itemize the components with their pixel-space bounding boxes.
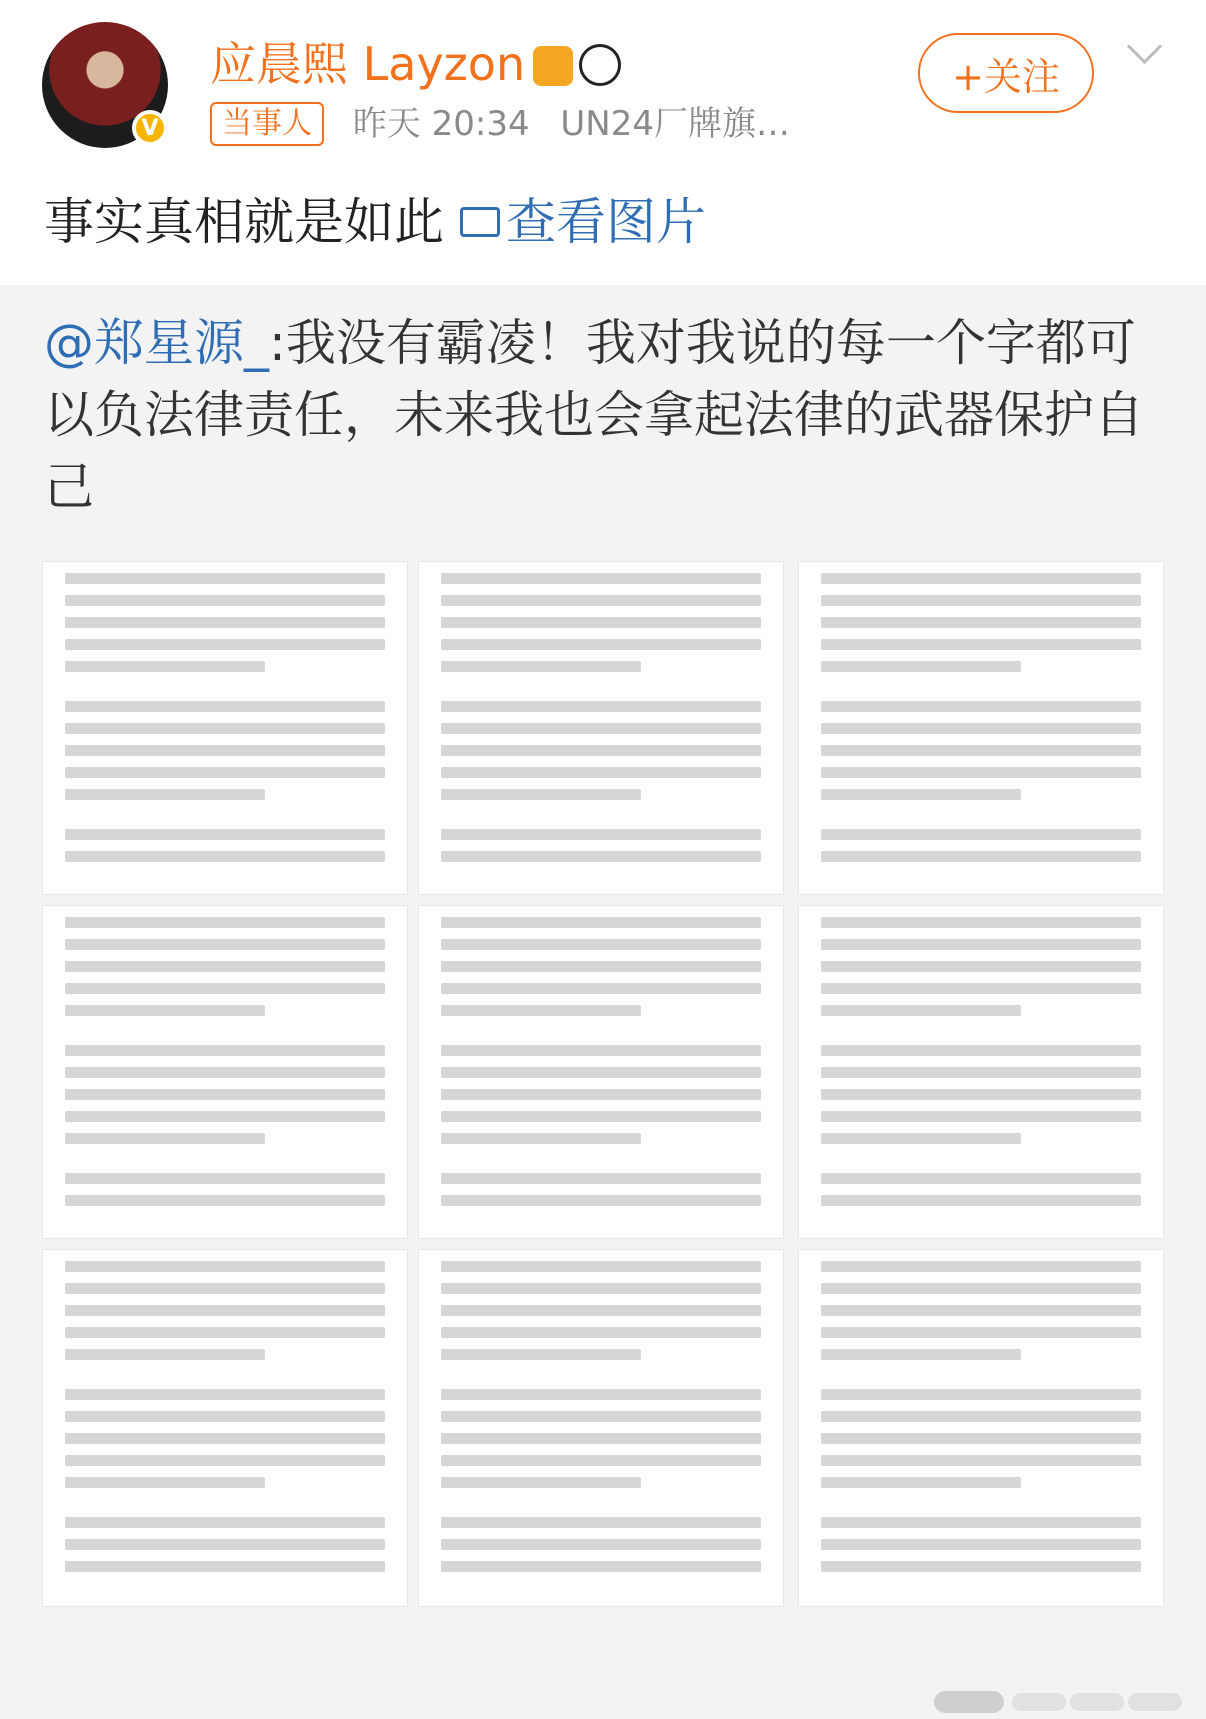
text-line [419,1016,783,1034]
text-line [821,1305,1141,1316]
text-line [65,1517,385,1528]
text-line [441,1067,761,1078]
text-line [821,1005,1021,1016]
text-line [821,1561,1141,1572]
text-line [65,1477,265,1488]
pager-dot[interactable] [1012,1693,1066,1711]
text-line [441,1045,761,1056]
image-pager [0,1681,1206,1719]
post-time: 昨天 20:34 [352,104,530,144]
text-line [441,1411,761,1422]
text-line [65,1349,265,1360]
text-line [441,961,761,972]
text-line [441,1089,761,1100]
text-line [65,1195,385,1206]
grid-image-4[interactable] [42,905,408,1239]
text-line [441,1133,641,1144]
text-line [65,1261,385,1272]
text-line [65,595,385,606]
text-line [799,1360,1163,1378]
text-line [441,829,761,840]
post-header [0,0,1206,155]
image-icon [460,207,500,237]
text-line [65,1067,385,1078]
text-line [441,983,761,994]
text-line [43,1016,407,1034]
text-line [821,1389,1141,1400]
grid-image-8[interactable] [418,1249,784,1607]
post-meta [210,96,790,146]
repost-body: :我没有霸凌！我对我说的每一个字都可以负法律责任，未来我也会拿起法律的武器保护自己 [44,314,1144,516]
follow-button[interactable]: +关注 [918,33,1094,113]
grid-image-1[interactable] [42,561,408,895]
text-line [43,1144,407,1162]
text-line [441,1173,761,1184]
panda-icon [579,44,621,86]
text-line [65,1305,385,1316]
text-line [441,1477,641,1488]
text-line [65,1089,385,1100]
text-line [821,1539,1141,1550]
text-line [441,1561,761,1572]
text-line [821,745,1141,756]
post-caption: 事实真相就是如此 [44,193,444,251]
pager-dot[interactable] [1128,1693,1182,1711]
text-line [65,617,385,628]
verified-icon: V [132,110,168,146]
grid-image-6[interactable] [798,905,1164,1239]
text-line [65,1173,385,1184]
text-line [821,1327,1141,1338]
text-line [43,1360,407,1378]
image-grid [42,561,1164,1607]
grid-image-7[interactable] [42,1249,408,1607]
text-line [821,639,1141,650]
text-line [65,1283,385,1294]
text-line [65,639,385,650]
text-line [441,723,761,734]
text-line [65,661,265,672]
text-line [65,767,385,778]
text-line [441,1517,761,1528]
text-line [821,917,1141,928]
text-line [821,1173,1141,1184]
text-line [65,829,385,840]
text-line [821,1433,1141,1444]
text-line [65,1539,385,1550]
text-line [65,917,385,928]
text-line [43,1488,407,1506]
mention-link[interactable]: @郑星源_ [44,314,269,372]
text-line [419,672,783,690]
pager-dot[interactable] [1070,1693,1124,1711]
grid-image-5[interactable] [418,905,784,1239]
text-line [441,1195,761,1206]
text-line [821,1455,1141,1466]
text-line [441,1455,761,1466]
text-line [821,1517,1141,1528]
text-line [65,789,265,800]
text-line [419,800,783,818]
text-line [441,1305,761,1316]
text-line [65,1455,385,1466]
text-line [441,595,761,606]
text-line [65,573,385,584]
text-line [821,851,1141,862]
text-line [441,1349,641,1360]
text-line [441,1111,761,1122]
username[interactable]: 应晨熙 Layzon [210,37,526,91]
pager-thumb[interactable] [934,1691,1004,1713]
text-line [821,1411,1141,1422]
text-line [441,1261,761,1272]
text-line [441,851,761,862]
text-line [65,745,385,756]
text-line [43,800,407,818]
post-source[interactable]: UN24厂牌旗… [560,104,791,144]
chevron-down-icon[interactable] [1127,29,1162,64]
grid-image-2[interactable] [418,561,784,895]
text-line [799,1016,1163,1034]
text-line [821,983,1141,994]
repost-text [44,307,1164,523]
text-line [65,1005,265,1016]
text-line [441,1283,761,1294]
text-line [441,1389,761,1400]
text-line [799,800,1163,818]
text-line [65,1133,265,1144]
text-line [799,1488,1163,1506]
text-line [65,701,385,712]
text-line [821,1349,1021,1360]
text-line [419,1488,783,1506]
text-line [441,661,641,672]
text-line [821,1195,1141,1206]
text-line [441,1327,761,1338]
text-line [441,745,761,756]
text-line [821,573,1141,584]
grid-image-9[interactable] [798,1249,1164,1607]
text-line [65,1561,385,1572]
text-line [441,1539,761,1550]
text-line [65,1045,385,1056]
repost-block[interactable] [0,285,1206,1719]
text-line [821,961,1141,972]
text-line [821,701,1141,712]
text-line [821,595,1141,606]
post-text [44,182,706,254]
text-line [65,939,385,950]
crown-badge-icon[interactable] [533,46,573,86]
text-line [65,1411,385,1422]
text-line [821,1111,1141,1122]
text-line [441,917,761,928]
text-line [821,1045,1141,1056]
text-line [441,639,761,650]
grid-image-3[interactable] [798,561,1164,895]
text-line [821,767,1141,778]
text-line [821,1261,1141,1272]
text-line [799,1144,1163,1162]
text-line [821,617,1141,628]
text-line [441,1005,641,1016]
text-line [441,767,761,778]
text-line [821,1133,1021,1144]
text-line [821,1477,1021,1488]
text-line [821,661,1021,672]
view-image-link[interactable]: 查看图片 [444,193,706,251]
text-line [821,1067,1141,1078]
text-line [65,961,385,972]
text-line [441,789,641,800]
text-line [821,829,1141,840]
text-line [43,672,407,690]
text-line [441,1433,761,1444]
text-line [65,1111,385,1122]
text-line [419,1144,783,1162]
text-line [821,1283,1141,1294]
text-line [441,701,761,712]
text-line [441,617,761,628]
text-line [799,672,1163,690]
text-line [821,939,1141,950]
text-line [65,723,385,734]
text-line [419,1360,783,1378]
text-line [65,851,385,862]
username-row [210,28,621,94]
text-line [441,573,761,584]
text-line [65,1433,385,1444]
text-line [441,939,761,950]
text-line [821,1089,1141,1100]
text-line [65,1389,385,1400]
text-line [821,789,1021,800]
text-line [65,983,385,994]
party-tag: 当事人 [210,102,324,146]
text-line [821,723,1141,734]
text-line [65,1327,385,1338]
